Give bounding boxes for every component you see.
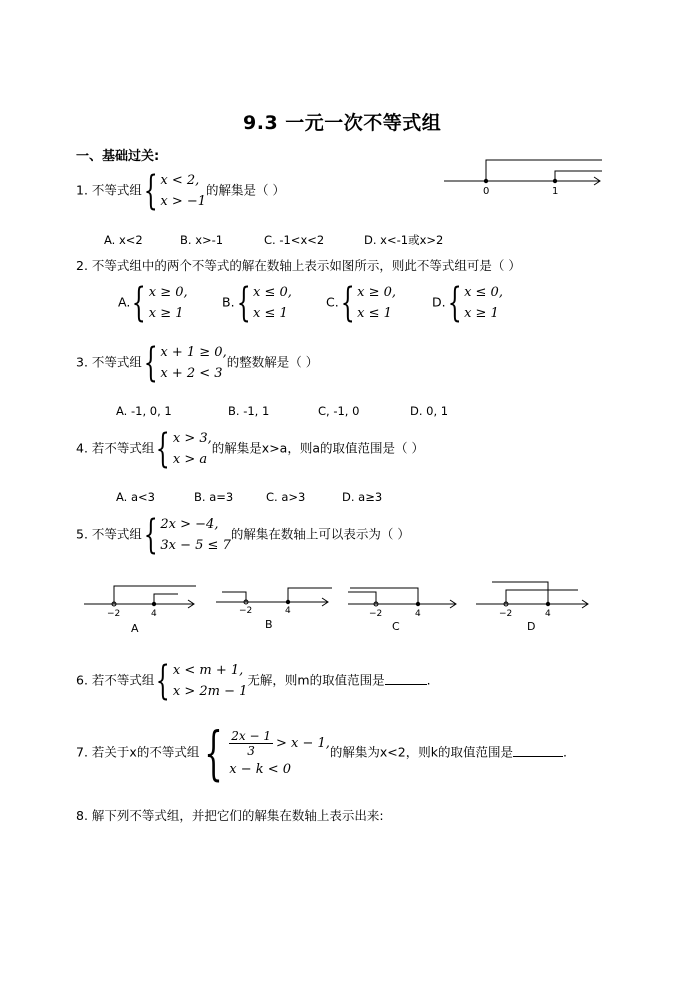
q6-answer-blank[interactable] xyxy=(385,672,427,685)
question-7: 7. 若关于x的不等式组 { $\frac{2x - 1}{3}$ > x − 1, x − k < 0 的解集为x<2，则k的取值范围是 . xyxy=(76,719,567,787)
q5-number-line-a xyxy=(82,580,200,636)
q5-option-c-label: C xyxy=(392,620,400,633)
q1-system: { x < 2, x > −1 xyxy=(143,168,207,214)
question-4: 4. 若不等式组 { x > 3, x > a 的解集是x>a，则a的取值范围是（ ） xyxy=(76,426,424,472)
q3-option-b: B. -1, 1 xyxy=(228,404,270,418)
q2-option-d: D. { x ≤ 0, x ≥ 1 xyxy=(432,280,503,326)
q2-option-c: C. { x ≥ 0, x ≤ 1 xyxy=(326,280,397,326)
q2-option-a: A. { x ≥ 0, x ≥ 1 xyxy=(118,280,188,326)
q4-system: { x > 3, x > a xyxy=(156,426,212,472)
q7-system: { $\frac{2x - 1}{3}$ > x − 1, x − k < 0 xyxy=(204,719,330,787)
q3-options xyxy=(116,404,448,418)
q3-option-a: A. -1, 0, 1 xyxy=(116,404,172,418)
range-from-1 xyxy=(555,171,602,181)
q1-option-b: B. x>-1 xyxy=(180,233,224,247)
svg-text:4: 4 xyxy=(415,609,421,619)
question-5: 5. 不等式组 { 2x > −4, 3x − 5 ≤ 7 的解集在数轴上可以表示为（ ） xyxy=(76,512,410,558)
q3-option-c: C, -1, 0 xyxy=(318,404,360,418)
question-3: 3. 不等式组 { x + 1 ≥ 0, x + 2 < 3 的整数解是（ ） xyxy=(76,340,319,386)
q5-option-b-label: B xyxy=(265,618,273,631)
section-heading: 一、基础过关: xyxy=(76,149,160,164)
svg-text:−2: −2 xyxy=(369,609,383,619)
q1-option-a: A. x<2 xyxy=(104,233,143,247)
q4-option-b: B. a=3 xyxy=(194,490,234,504)
q5-option-a-label: A xyxy=(131,622,139,635)
tick-label-0: 0 xyxy=(483,186,490,197)
question-2: 2. 不等式组中的两个不等式的解在数轴上表示如图所示，则此不等式组可是（ ） xyxy=(76,258,521,273)
q6-system: { x < m + 1, x > 2m − 1 xyxy=(156,658,248,704)
q2-option-b: B. { x ≤ 0, x ≤ 1 xyxy=(222,280,292,326)
q1-options xyxy=(104,232,443,248)
q1-option-c: C. -1<x<2 xyxy=(264,233,325,247)
svg-text:4: 4 xyxy=(285,606,291,616)
q5-system: { 2x > −4, 3x − 5 ≤ 7 xyxy=(143,512,231,558)
svg-text:4: 4 xyxy=(151,609,157,619)
question-6: 6. 若不等式组 { x < m + 1, x > 2m − 1 无解，则m的取值范围是 . xyxy=(76,658,431,704)
q2-number-line xyxy=(440,156,606,198)
q5-number-line-b xyxy=(214,580,336,636)
q5-number-line-c xyxy=(344,584,462,640)
svg-text:−2: −2 xyxy=(107,609,121,619)
q1-prefix: 不等式组 xyxy=(91,182,142,198)
q3-option-d: D. 0, 1 xyxy=(410,404,449,418)
svg-text:−2: −2 xyxy=(239,606,253,616)
q1-number: 1. xyxy=(76,182,88,198)
question-8: 8. 解下列不等式组，并把它们的解集在数轴上表示出来: xyxy=(76,808,384,823)
q4-option-c: C. a>3 xyxy=(266,490,306,504)
svg-text:−2: −2 xyxy=(499,609,513,619)
q4-option-d: D. a≥3 xyxy=(342,490,383,504)
page-title: 9.3 一元一次不等式组 xyxy=(243,112,442,134)
q5-option-d-label: D xyxy=(527,620,536,633)
q4-option-a: A. a<3 xyxy=(116,490,155,504)
q5-number-line-d xyxy=(474,578,594,634)
q4-options xyxy=(116,490,382,504)
svg-text:4: 4 xyxy=(545,609,551,619)
q3-system: { x + 1 ≥ 0, x + 2 < 3 xyxy=(143,340,227,386)
tick-label-1: 1 xyxy=(552,186,559,197)
q1-suffix: 的解集是（ ） xyxy=(206,182,286,198)
q1-option-d: D. x<-1或x>2 xyxy=(364,233,444,247)
q7-answer-blank[interactable] xyxy=(513,744,563,757)
question-1 xyxy=(76,170,285,212)
